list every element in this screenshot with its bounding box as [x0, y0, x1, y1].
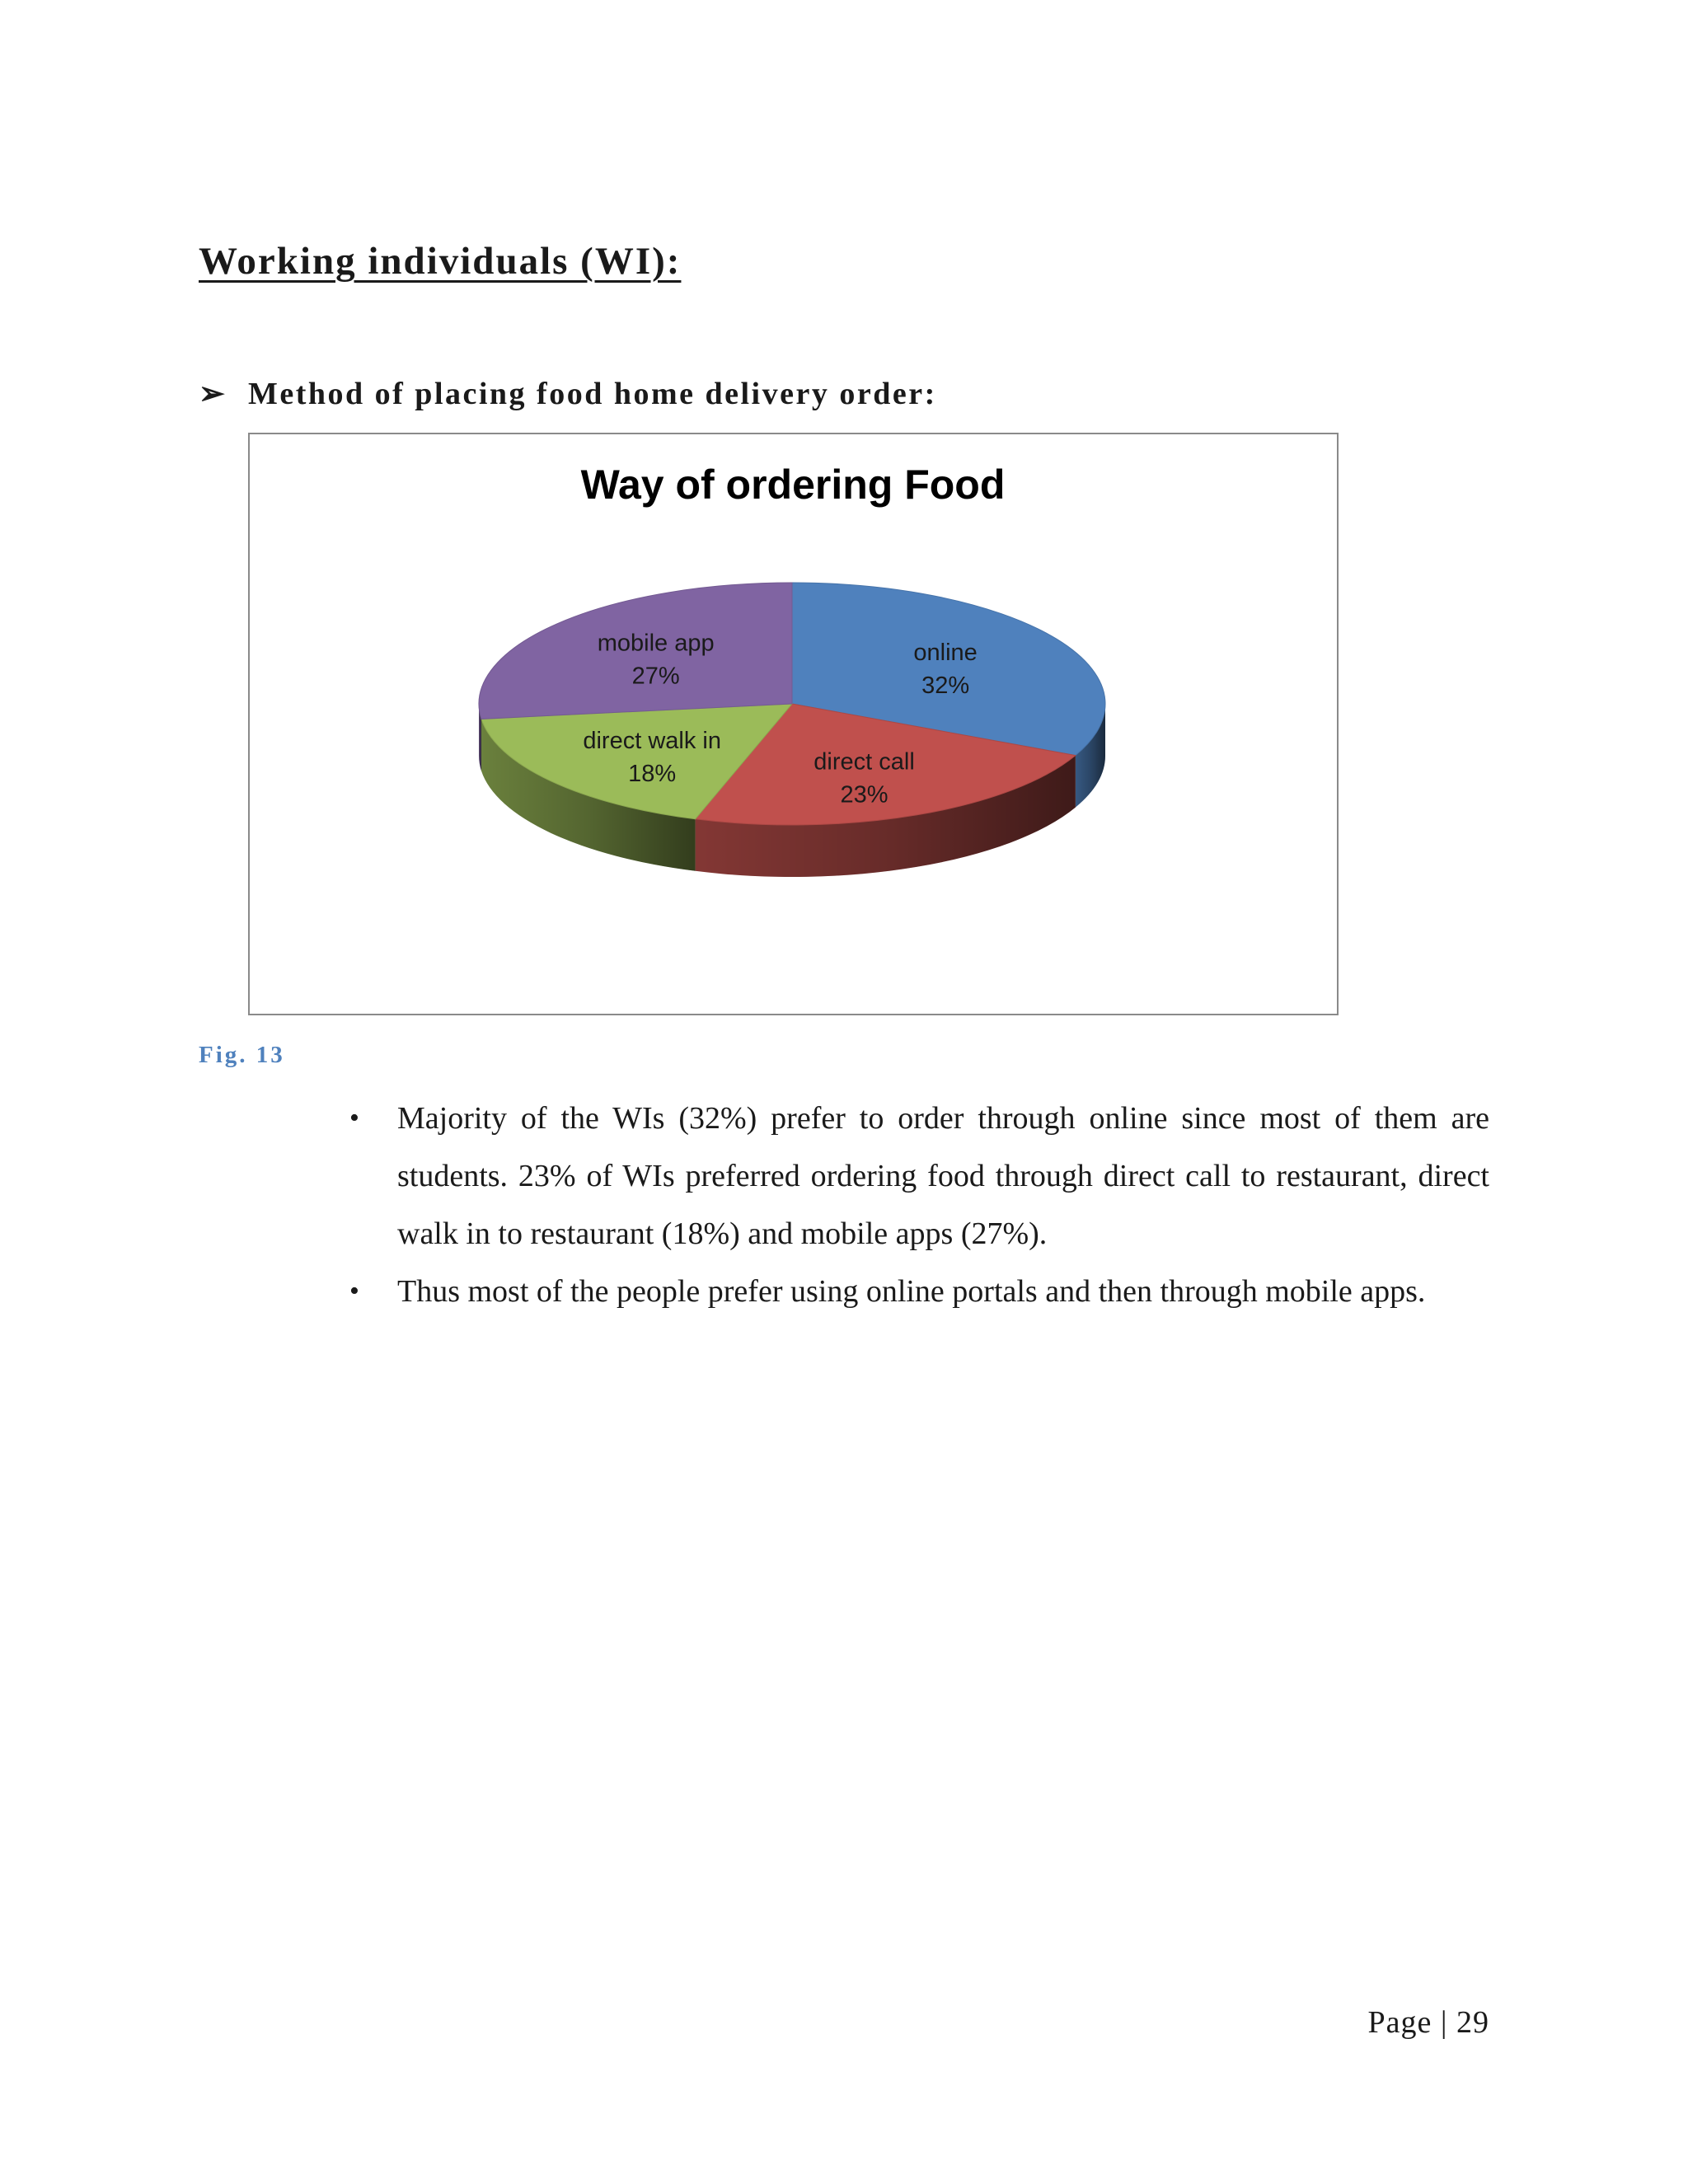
slice-label-online: online [913, 640, 978, 667]
figure-caption: Fig. 13 [199, 1042, 285, 1068]
chart-title: Way of ordering Food [580, 462, 1006, 508]
bullet-dot-icon: • [349, 1276, 359, 1306]
slice-value-mobile-app: 27% [631, 663, 680, 690]
pie-chart [250, 434, 1337, 1014]
page-number: Page | 29 [1367, 2005, 1489, 2040]
slice-value-online: 32% [921, 673, 970, 700]
list-item-text: Majority of the WIs (32%) prefer to order through online since most of them are students. 23% of WIs preferred ordering food through direct call to restaurant, direct walk in to restaurant (18%) and mobile apps (27%). [397, 1101, 1489, 1251]
bullet-list [346, 1090, 1489, 1320]
slice-label-direct-call: direct call [814, 748, 915, 776]
slice-value-direct-call: 23% [840, 781, 889, 808]
list-item [346, 1263, 1489, 1320]
arrow-bullet-icon: ➢ [199, 377, 227, 411]
pie-chart-frame [248, 433, 1339, 1015]
slice-label-mobile-app: mobile app [597, 630, 715, 657]
list-item-text: Thus most of the people prefer using online portals and then through mobile apps. [397, 1274, 1426, 1309]
slice-value-direct-walk-in: 18% [628, 761, 677, 788]
section-heading: Working individuals (WI): [199, 240, 682, 283]
list-item [346, 1090, 1489, 1263]
sub-heading-text: Method of placing food home delivery order: [248, 376, 937, 411]
sub-heading [199, 375, 937, 412]
pie-tops [479, 583, 1105, 825]
bullet-dot-icon: • [349, 1103, 359, 1133]
slice-label-direct-walk-in: direct walk in [583, 728, 721, 755]
